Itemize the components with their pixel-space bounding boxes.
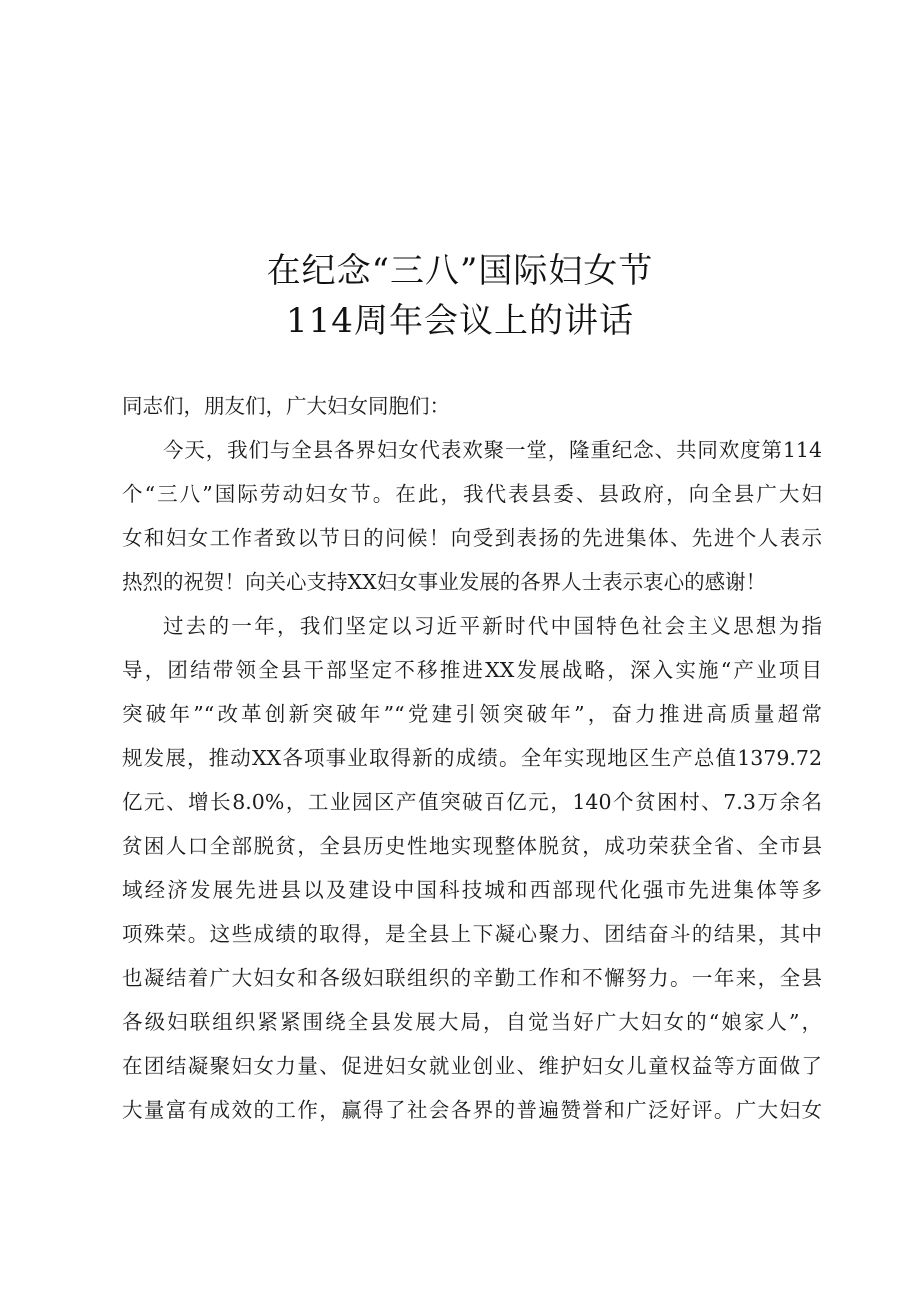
paragraph-2-line-3: 突破年”“改革创新突破年”“党建引领突破年”，奋力推进高质量超常 [122, 702, 822, 726]
paragraph-2-line-2: 导，团结带领全县干部坚定不移推进XX发展战略，深入实施“产业项目 [122, 658, 822, 682]
paragraph-2-line-8: 项殊荣。这些成绩的取得，是全县上下凝心聚力、团结奋斗的结果，其中 [122, 922, 822, 946]
paragraph-2-line-5: 亿元、增长8.0%，工业园区产值突破百亿元，140个贫困村、7.3万余名 [122, 790, 822, 814]
paragraph-2-line-7: 域经济发展先进县以及建设中国科技城和西部现代化强市先进集体等多 [122, 878, 822, 902]
paragraph-2-line-10: 各级妇联组织紧紧围绕全县发展大局，自觉当好广大妇女的“娘家人”， [122, 1010, 822, 1034]
title-line-1: 在纪念“三八”国际妇女节 [266, 251, 654, 291]
paragraph-2-line-4: 规发展，推动XX各项事业取得新的成绩。全年实现地区生产总值1379.72 [122, 746, 822, 770]
paragraph-1-line-1: 今天，我们与全县各界妇女代表欢聚一堂，隆重纪念、共同欢度第114 [163, 438, 822, 462]
title-line-2: 114周年会议上的讲话 [286, 301, 634, 341]
paragraph-1-line-4: 热烈的祝贺！向关心支持XX妇女事业发展的各界人士表示衷心的感谢！ [122, 570, 767, 594]
paragraph-2-line-12: 大量富有成效的工作，赢得了社会各界的普遍赞誉和广泛好评。广大妇女 [122, 1098, 822, 1122]
paragraph-2-line-11: 在团结凝聚妇女力量、促进妇女就业创业、维护妇女儿童权益等方面做了 [122, 1054, 822, 1078]
salutation: 同志们，朋友们，广大妇女同胞们： [122, 394, 450, 418]
paragraph-1-line-2: 个“三八”国际劳动妇女节。在此，我代表县委、县政府，向全县广大妇 [122, 482, 822, 506]
paragraph-2-line-9: 也凝结着广大妇女和各级妇联组织的辛勤工作和不懈努力。一年来，全县 [122, 966, 822, 990]
paragraph-2-line-1: 过去的一年，我们坚定以习近平新时代中国特色社会主义思想为指 [163, 614, 822, 638]
paragraph-1-line-3: 女和妇女工作者致以节日的问候！向受到表扬的先进集体、先进个人表示 [122, 526, 822, 550]
paragraph-2-line-6: 贫困人口全部脱贫，全县历史性地实现整体脱贫，成功荣获全省、全市县 [122, 834, 822, 858]
